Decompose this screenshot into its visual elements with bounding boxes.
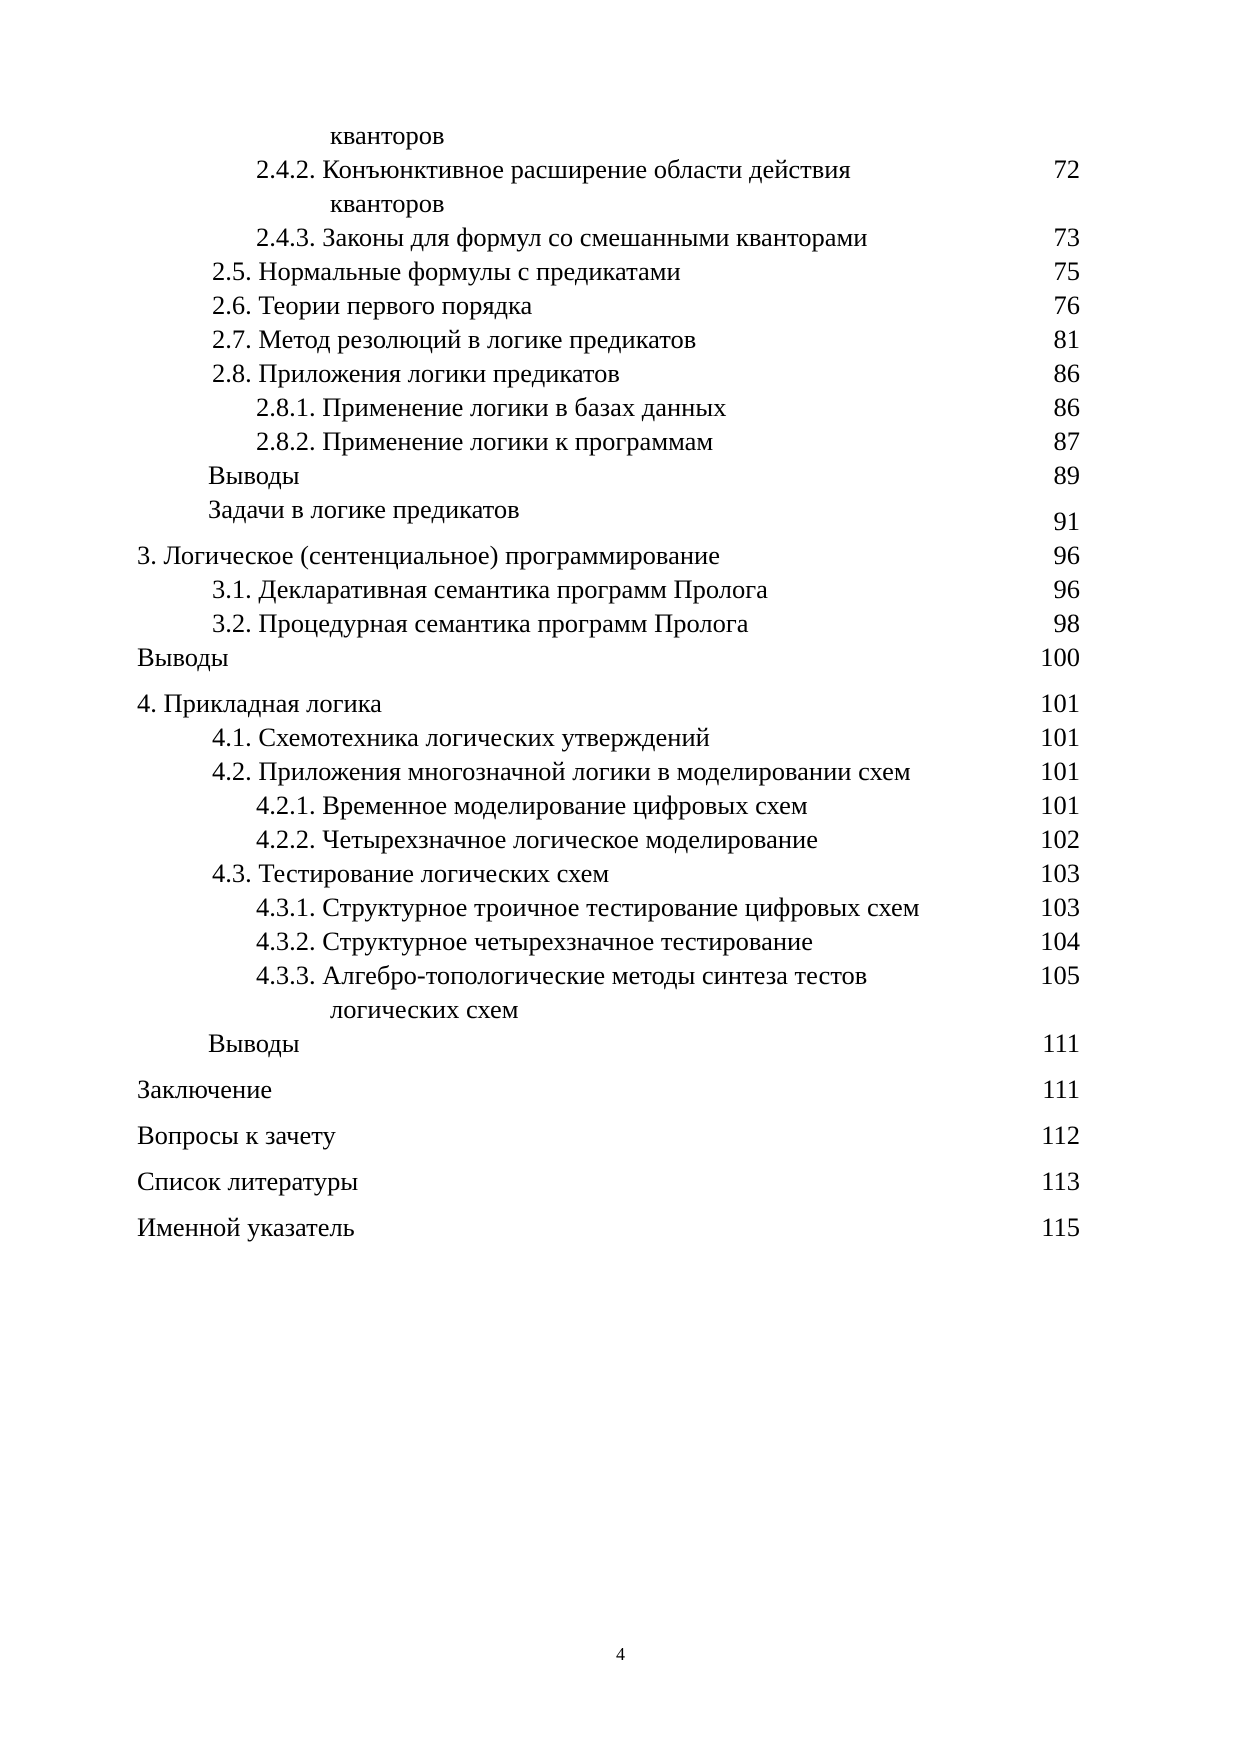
- toc-entry: [0, 152, 1241, 186]
- toc-entry-title: Выводы: [137, 642, 229, 672]
- toc-entry: [0, 856, 1241, 890]
- toc-entry: [0, 890, 1241, 924]
- toc-entry: [0, 924, 1241, 958]
- toc-entry-title: 2.4.2. Конъюнктивное расширение области действия: [256, 154, 851, 184]
- toc-entry-title: 2.4.3. Законы для формул со смешанными кванторами: [256, 222, 868, 252]
- toc-entry: [0, 254, 1241, 288]
- toc-entry-page: 96: [1053, 540, 1080, 570]
- toc-entry-page: 91: [1053, 506, 1080, 536]
- toc-entry: [0, 538, 1241, 572]
- toc-entry-title: Задачи в логике предикатов: [208, 494, 520, 524]
- toc-entry: [0, 822, 1241, 856]
- toc-entry-page: 81: [1053, 324, 1080, 354]
- toc-entry-page: 104: [1040, 926, 1080, 956]
- toc-entry-title: Список литературы: [137, 1166, 359, 1196]
- toc-entry-title: 2.5. Нормальные формулы с предикатами: [212, 256, 681, 286]
- toc-entry-page: 96: [1053, 574, 1080, 604]
- toc-entry-title: кванторов: [330, 120, 445, 150]
- toc-entry-title: 2.6. Теории первого порядка: [212, 290, 533, 320]
- toc-entry: [0, 606, 1241, 640]
- toc-entry-page: 112: [1041, 1120, 1080, 1150]
- toc-entry-page: 103: [1040, 858, 1080, 888]
- toc-entry: [0, 1164, 1241, 1198]
- toc-entry-title: 2.8.2. Применение логики к программам: [256, 426, 714, 456]
- toc-entry-title: 4.2.1. Временное моделирование цифровых схем: [256, 790, 808, 820]
- toc-entry: [0, 1118, 1241, 1152]
- toc-entry: [0, 754, 1241, 788]
- toc-entry-page: 111: [1042, 1074, 1080, 1104]
- toc-entry-page: 100: [1040, 642, 1080, 672]
- toc-entry-title: 4.3.1. Структурное троичное тестирование цифровых схем: [256, 892, 920, 922]
- toc-entry: [0, 424, 1241, 458]
- toc-entry: [0, 458, 1241, 492]
- toc-entry-title: 4.1. Схемотехника логических утверждений: [212, 722, 710, 752]
- toc-entry-page: 101: [1040, 756, 1080, 786]
- toc-entry-page: 103: [1040, 892, 1080, 922]
- toc-entry: [0, 356, 1241, 390]
- toc-entry: [0, 686, 1241, 720]
- toc-entry-title: 2.8. Приложения логики предикатов: [212, 358, 620, 388]
- toc-entry-title: 4.3.2. Структурное четырехзначное тестирование: [256, 926, 813, 956]
- toc-entry-page: 89: [1053, 460, 1080, 490]
- toc-entry: [0, 1026, 1241, 1060]
- toc-entry: [0, 186, 1241, 220]
- toc-entry: [0, 390, 1241, 424]
- page-number: 4: [616, 1644, 625, 1664]
- toc-entry: [0, 288, 1241, 322]
- toc-entry-page: 101: [1040, 722, 1080, 752]
- toc-entry-title: кванторов: [330, 188, 445, 218]
- toc-entry-page: 75: [1053, 256, 1080, 286]
- toc-entry-title: 4. Прикладная логика: [137, 688, 382, 718]
- toc-entry: [0, 492, 1241, 536]
- toc-entry-page: 102: [1040, 824, 1080, 854]
- toc-entry-page: 101: [1040, 688, 1080, 718]
- toc-entry-title: 2.8.1. Применение логики в базах данных: [256, 392, 727, 422]
- toc-entry-title: Выводы: [208, 460, 300, 490]
- toc-entry: [0, 640, 1241, 674]
- toc-entry-page: 72: [1053, 154, 1080, 184]
- toc-entry-page: 98: [1053, 608, 1080, 638]
- toc-entry: [0, 322, 1241, 356]
- toc-entry-title: 4.2. Приложения многозначной логики в моделировании схем: [212, 756, 911, 786]
- toc-entry-title: 2.7. Метод резолюций в логике предикатов: [212, 324, 697, 354]
- toc-entry-title: 4.3. Тестирование логических схем: [212, 858, 610, 888]
- toc-entry-page: 86: [1053, 358, 1080, 388]
- toc-entry-title: 3. Логическое (сентенциальное) программирование: [137, 540, 720, 570]
- toc-entry-page: 113: [1041, 1166, 1080, 1196]
- toc-entry: [0, 118, 1241, 152]
- toc-entry-page: 73: [1053, 222, 1080, 252]
- toc-entry: [0, 788, 1241, 822]
- toc-entry: [0, 220, 1241, 254]
- toc-entry: [0, 720, 1241, 754]
- toc-entry-page: 105: [1040, 960, 1080, 990]
- toc-entry-page: 101: [1040, 790, 1080, 820]
- toc-entry-page: 115: [1041, 1212, 1080, 1242]
- toc-entry: [0, 992, 1241, 1026]
- toc-entry-title: логических схем: [330, 994, 519, 1024]
- toc-entry: [0, 1210, 1241, 1244]
- toc-entry: [0, 572, 1241, 606]
- toc-entry-page: 86: [1053, 392, 1080, 422]
- toc-entry-title: 3.2. Процедурная семантика программ Пролога: [212, 608, 749, 638]
- toc-entry-title: 3.1. Декларативная семантика программ Пролога: [212, 574, 768, 604]
- toc-entry-title: 4.3.3. Алгебро-топологические методы синтеза тестов: [256, 960, 868, 990]
- toc-entry-title: Именной указатель: [137, 1212, 355, 1242]
- toc-entry: [0, 1072, 1241, 1106]
- toc-entry-title: Вопросы к зачету: [137, 1120, 336, 1150]
- toc-entry-title: Заключение: [137, 1074, 273, 1104]
- toc-entry-title: 4.2.2. Четырехзначное логическое моделирование: [256, 824, 818, 854]
- toc-entry-page: 111: [1042, 1028, 1080, 1058]
- toc-entry-page: 87: [1053, 426, 1080, 456]
- toc-entry-page: 76: [1053, 290, 1080, 320]
- toc-entry: [0, 958, 1241, 992]
- toc-entry-title: Выводы: [208, 1028, 300, 1058]
